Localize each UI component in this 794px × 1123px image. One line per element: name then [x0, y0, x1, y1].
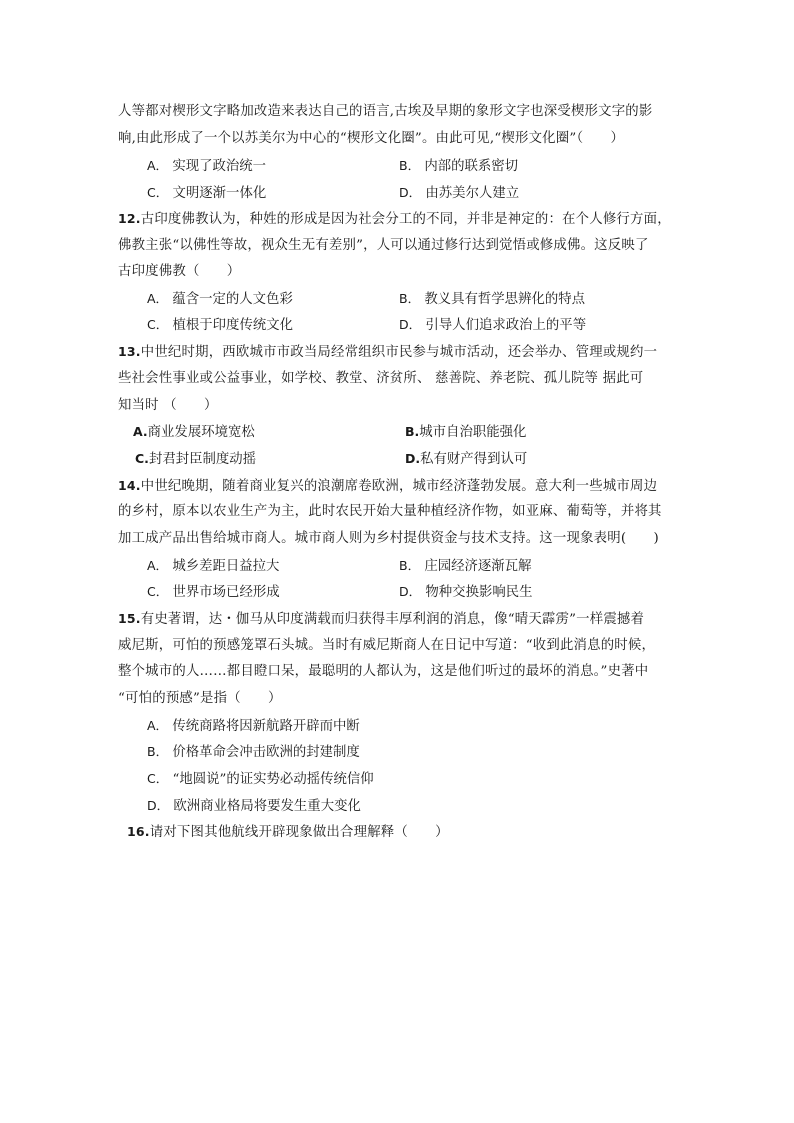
option-label: B．: [147, 744, 169, 759]
option-label: C．: [147, 771, 169, 786]
q13-line-3: 知当时 （ ）: [118, 398, 218, 413]
option-label: D．: [399, 185, 422, 200]
q15-option-d: [147, 796, 361, 817]
option-text: 植根于印度传统文化: [172, 318, 294, 333]
q12-line-3: 古印度佛教（ ）: [118, 264, 241, 279]
option-label: A．: [147, 291, 169, 306]
option-label: A．: [147, 158, 169, 173]
q14-line-2: 的乡村，原本以农业生产为主，此时农民开始大量种植经济作物，如亚麻、葡萄等，并将其: [118, 504, 662, 519]
option-label: A.: [133, 424, 148, 439]
option-label: C．: [147, 317, 169, 332]
question-text: 中世纪时期，西欧城市市政当局经常组织市民参与城市活动，还会举办、管理或规约一: [140, 345, 658, 360]
q15-line-1: [118, 609, 644, 630]
question-text: 请对下图其他航线开辟现象做出合理解释（ ）: [149, 825, 449, 840]
q11-line-2: 响,由此形成了一个以苏美尔为中心的“楔形文化圈”。由此可见,“楔形文化圈”（ ）: [118, 131, 625, 146]
q14-option-b: [399, 556, 531, 577]
option-text: 内部的联系密切: [424, 159, 519, 174]
q15-line-4: “可怕的预感”是指（ ）: [118, 691, 282, 706]
question-number: 16.: [127, 824, 150, 839]
q15-line-2: 威尼斯，可怕的预感笼罩石头城。当时有威尼斯商人在日记中写道：“收到此消息的时候，: [118, 638, 656, 653]
q15-option-a: [147, 716, 360, 737]
q13-option-a: [133, 422, 255, 443]
option-text: 传统商路将因新航路开辟而中断: [172, 719, 360, 734]
q12-line-2: 佛教主张“以佛性等故，视众生无有差别”，人可以通过修行达到觉悟或修成佛。这反映了: [118, 238, 649, 253]
option-label: B．: [399, 291, 421, 306]
option-text: 教义具有哲学思辨化的特点: [424, 292, 586, 307]
q15-option-c: [147, 769, 374, 790]
option-text: 封君封臣制度动摇: [148, 452, 257, 467]
option-text: 庄园经济逐渐瓦解: [424, 559, 532, 574]
option-label: D.: [405, 451, 421, 466]
q11-line-1: 人等都对楔形文字略加改造来表达自己的语言,古埃及早期的象形文字也深受楔形文字的影: [118, 104, 653, 119]
q15-line-3: 整个城市的人……都目瞪口呆，最聪明的人都认为，这是他们听过的最坏的消息。”史著中: [118, 664, 649, 679]
option-text: 引导人们追求政治上的平等: [425, 318, 587, 333]
q13-option-b: [405, 422, 526, 443]
q13-option-d: [405, 449, 527, 470]
q12-option-d: [399, 315, 586, 336]
q14-option-c: [147, 582, 280, 603]
option-text: 私有财产得到认可: [420, 452, 528, 467]
q16-line-1: [127, 822, 449, 843]
option-text: 价格革命会冲击欧洲的封建制度: [172, 745, 360, 760]
option-label: D．: [147, 798, 170, 813]
question-number: 12.: [118, 211, 141, 226]
q12-line-1: [118, 209, 671, 230]
option-label: A．: [147, 558, 169, 573]
q13-line-2: 些社会性事业或公益事业，如学校、教堂、济贫所、 慈善院、养老院、孤儿院等 据此可: [118, 371, 644, 386]
q11-option-c: [147, 183, 266, 204]
option-text: 蕴含一定的人文色彩: [172, 292, 293, 307]
q14-option-d: [399, 582, 533, 603]
q11-option-a: [147, 156, 266, 177]
q12-option-c: [147, 315, 293, 336]
q13-option-c: [135, 449, 256, 470]
question-number: 15.: [118, 611, 141, 626]
option-label: C．: [147, 185, 169, 200]
question-number: 14.: [118, 478, 141, 493]
q14-option-a: [147, 556, 279, 577]
q15-option-b: [147, 742, 360, 763]
option-label: D．: [399, 584, 422, 599]
option-label: B.: [405, 424, 420, 439]
q11-option-d: [399, 183, 519, 204]
option-text: 由苏美尔人建立: [425, 186, 520, 201]
q14-line-3: 加工成产品出售给城市商人。城市商人则为乡村提供资金与技术支持。这一现象表明( ): [118, 531, 659, 546]
question-text: 中世纪晚期，随着商业复兴的浪潮席卷欧洲，城市经济蓬勃发展。意大利一些城市周边: [140, 479, 658, 494]
option-text: 世界市场已经形成: [172, 585, 280, 600]
option-text: 文明逐渐一体化: [172, 186, 267, 201]
option-label: C．: [147, 584, 169, 599]
option-label: B．: [399, 558, 421, 573]
q14-line-1: [118, 476, 657, 497]
option-label: A．: [147, 718, 169, 733]
q12-option-b: [399, 289, 585, 310]
option-text: 城市自治职能强化: [419, 425, 527, 440]
option-text: 城乡差距日益拉大: [172, 559, 280, 574]
option-label: B．: [399, 158, 421, 173]
q13-line-1: [118, 342, 657, 363]
option-text: 实现了政治统一: [172, 159, 267, 174]
option-text: 物种交换影响民生: [425, 585, 533, 600]
question-text: 古印度佛教认为，种姓的形成是因为社会分工的不同，并非是神定的：在个人修行方面，: [140, 212, 671, 227]
q12-option-a: [147, 289, 293, 310]
option-text: 欧洲商业格局将要发生重大变化: [173, 799, 361, 814]
question-text: 有史著谓，达・伽马从印度满载而归获得丰厚利润的消息，像“晴天霹雳”一样震撼着: [140, 612, 645, 627]
option-label: D．: [399, 317, 422, 332]
option-text: “地圆说”的证实势必动摇传统信仰: [172, 772, 374, 787]
option-label: C.: [135, 451, 149, 466]
q11-option-b: [399, 156, 518, 177]
question-number: 13.: [118, 344, 141, 359]
option-text: 商业发展环境宽松: [147, 425, 255, 440]
